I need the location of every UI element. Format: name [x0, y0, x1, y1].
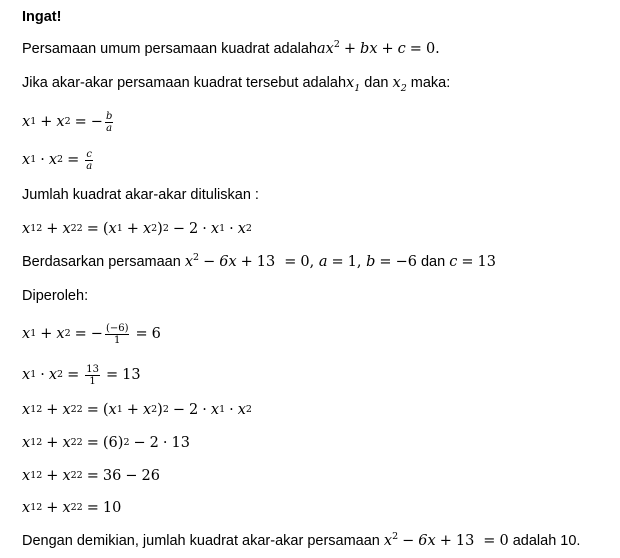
root-x2-sub: 2 [400, 82, 407, 94]
eq-exp: 2 [333, 39, 340, 51]
roots-text-a: Jika akar-akar persamaan kuadrat tersebut adalah [22, 75, 347, 91]
given-b-term: 6x [219, 254, 237, 270]
calc-step-3: x 1 2 + x 2 2 = 36 − 26 [22, 468, 160, 484]
calc-sum-den: 1 [114, 334, 121, 346]
step2-thirteen: 13 [171, 435, 190, 451]
given-c-term: 13 [256, 254, 276, 270]
root-x2 [393, 73, 407, 93]
value-c: 13 [477, 254, 496, 270]
given-zero: 0 [300, 254, 310, 270]
conclusion-equation: $x^2 - 6x + 13 = 0$ [383, 531, 509, 549]
calc-product-fraction [85, 364, 100, 387]
general-equation-line [22, 38, 440, 60]
roots-text-b: maka: [406, 75, 451, 91]
eq-term-bx: bx [360, 41, 378, 57]
calc-product: x 1 · x 2 = $\frac{13}{1}$ = 13 [22, 363, 141, 387]
conclusion-b-term: 6x [418, 533, 436, 549]
root-x1-x: x [346, 75, 355, 91]
sum-den: a [106, 122, 113, 134]
eq-end: . [435, 41, 440, 57]
eq-zero: 0 [425, 41, 436, 57]
conclusion-zero: 0 [499, 533, 509, 549]
value-c-expr: c = 13 [449, 254, 496, 270]
given-text: Berdasarkan persamaan [22, 254, 185, 270]
calc-product-result: 13 [122, 367, 141, 383]
product-num: c [86, 148, 93, 160]
calc-product-num: 13 [86, 363, 99, 375]
step2-six: 6 [108, 435, 118, 451]
calc-step-1: x 1 2 + x 2 2 = ( x 1 + x 2 ) 2 − 2 · x 1 · x 2 [22, 402, 252, 418]
calc-product-den: 1 [89, 375, 96, 387]
value-b: −6 [395, 254, 417, 270]
roots-and: dan [360, 75, 393, 91]
product-fraction [85, 149, 93, 172]
product-den: a [86, 160, 93, 172]
sum-squares-intro: Jumlah kuadrat akar-akar dituliskan : [22, 187, 259, 203]
step3-a: 36 [102, 468, 122, 484]
root-x1 [346, 73, 360, 93]
value-a: 1 [347, 254, 357, 270]
calc-step-4: x 1 2 + x 2 2 = 10 [22, 500, 122, 516]
obtained-label: Diperoleh: [22, 288, 89, 304]
eq-term-c: c [397, 41, 406, 57]
given-equation-line [22, 251, 496, 273]
step3-b: 26 [141, 468, 160, 484]
root-x1-sub: 1 [354, 82, 361, 94]
calc-sum: x 1 + x 2 = − $\frac{(-6)}{1}$ = 6 [22, 322, 161, 346]
sum-num: b [105, 110, 113, 122]
general-equation: $ax^2$ + bx + c = 0. [317, 39, 440, 57]
sum-fraction [105, 111, 113, 134]
conclusion-c-term: 13 [455, 533, 475, 549]
root-x2-x: x [392, 75, 401, 91]
general-equation-text: Persamaan umum persamaan kuadrat adalah [22, 41, 317, 57]
product-formula: x 1 · x 2 = $\frac{c}{a}$ [22, 148, 93, 172]
step1-two: 2 [189, 402, 199, 418]
heading: Ingat! [22, 9, 62, 25]
calc-sum-result: 6 [151, 326, 161, 342]
conclusion-line [22, 530, 580, 552]
step2-two: 2 [149, 435, 159, 451]
conclusion-text-a: Dengan demikian, jumlah kuadrat akar-akar persamaan [22, 533, 384, 549]
calc-step-2: x 1 2 + x 2 2 = ( 6 ) 2 − 2 · 13 [22, 435, 190, 451]
sum-squares-identity: x 1 2 + x 2 2 = ( x 1 + x 2 ) 2 − 2 · x 1 · x 2 [22, 221, 252, 237]
calc-sum-fraction [105, 323, 130, 346]
eq-term-ax: ax [317, 41, 334, 57]
identity-two: 2 [189, 221, 199, 237]
step4-result: 10 [102, 500, 122, 516]
sum-formula: x 1 + x 2 = − $\frac{b}{a}$ [22, 110, 113, 134]
given-equation: $x^2 - 6x + 13 = 0$, a = 1, b = −6 [184, 252, 417, 270]
conclusion-text-b: adalah 10. [508, 533, 581, 549]
given-and: dan [416, 254, 450, 270]
roots-line [22, 72, 450, 94]
calc-sum-num: (−6) [105, 322, 129, 334]
